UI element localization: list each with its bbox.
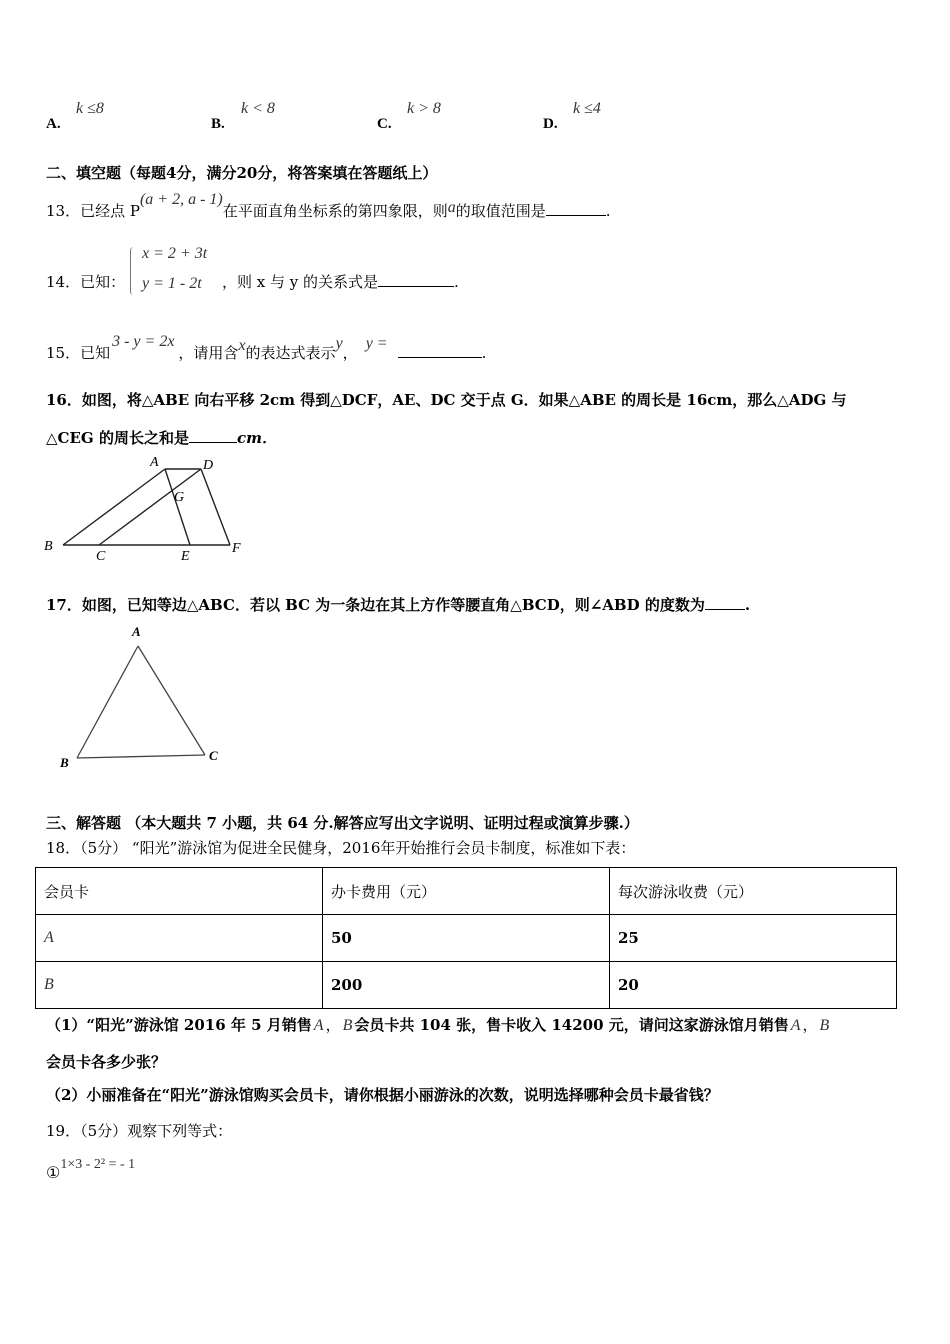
choice-d [543,100,703,136]
table-cell: 50 [323,915,610,962]
figure-q16 [40,452,260,564]
q13-end: . [605,202,611,220]
q19-eq-1 [46,1157,136,1183]
q16-line2-wrap [46,427,277,448]
q19-intro: 19．（5分）观察下列等式： [46,1122,233,1140]
q18-sep: ， [325,1016,341,1034]
q18-part1-rest: 会员卡共 104 张，售卡收入 14200 元，请问这家游泳馆月销售 [354,1016,789,1034]
table-cell: B [36,962,323,1009]
label-a: A [132,624,141,639]
q19-marker: ① [46,1163,61,1182]
q14-eq2: y = 1 - 2t [142,275,202,292]
q18-var-b2: B [819,1017,830,1034]
q15-eq: 3 - y = 2x [112,333,175,350]
answer-blank [378,272,454,287]
choice-a [46,100,206,136]
table-header: 每次游泳收费（元） [610,868,897,915]
q13-point: (a + 2, a - 1) [139,191,223,208]
q18-part1-line2: 会员卡各多少张？ [46,1053,167,1071]
q14-eq1: x = 2 + 3t [142,245,208,262]
figure-q17 [50,620,240,775]
table-row [36,962,897,1009]
answer-blank [398,343,482,358]
q14-end: . [454,273,459,291]
q16-line1: 16．如图，将△ABE 向右平移 2cm 得到△DCF，AE、DC 交于点 G．如果△ABE 的周长是 16cm，那么△ADG 与 [46,391,847,409]
table-cell: A [36,915,323,962]
q18-intro: 18．（5分） “阳光”游泳馆为促进全民健身，2016年开始推行会员卡制度，标准如下表： [46,839,636,857]
table-cell: 25 [610,915,897,962]
q18-sep2: ， [802,1016,818,1034]
choice-label: B. [211,116,225,132]
label-e: E [181,549,190,564]
table-row [36,915,897,962]
section-3-title: 三、解答题 （本大题共 7 小题，共 64 分.解答应写出文字说明、证明过程或演算步骤.） [46,814,639,832]
choice-label: D. [543,116,558,132]
q18-part2: （2）小丽准备在“阳光”游泳馆购买会员卡，请你根据小丽游泳的次数，说明选择哪种会员卡最省钱？ [46,1086,719,1104]
q15-pre: 15．已知 [46,344,111,362]
q19-equation: 1×3 - 2² = - 1 [60,1157,136,1172]
q13-mid: 在平面直角坐标系的第四象限，则 [222,202,448,220]
section-2-title: 二、填空题（每题4分，满分20分，将答案填在答题纸上） [46,164,438,182]
choice-value: k < 8 [241,100,275,117]
question-13 [46,191,611,221]
label-c: C [209,748,218,763]
q13-pre: 13．已经点 P [46,202,140,220]
table-cell: 20 [610,962,897,1009]
answer-blank [189,428,237,443]
q13-post: 的取值范围是 [455,202,546,220]
label-b: B [44,539,53,554]
label-b: B [60,755,69,770]
choice-b [211,100,371,136]
side-ab [77,646,138,758]
table-header: 办卡费用（元） [323,868,610,915]
choice-label: C. [377,116,392,132]
choice-c [377,100,537,136]
question-17 [46,594,750,615]
q18-part1-pre: （1）“阳光”游泳馆 2016 年 5 月销售 [46,1016,312,1034]
q15-end: . [481,344,487,362]
label-a: A [150,455,159,470]
membership-table [35,867,897,1009]
q14-post: ，则 x 与 y 的关系式是 [222,273,379,291]
choice-value: k ≤4 [573,100,601,117]
side-ac [138,646,205,755]
q15-sep: ， [342,344,358,362]
label-f: F [232,541,241,556]
side-bc [77,755,205,758]
q15-mid2: 的表达式表示 [245,344,336,362]
choice-value: k ≤8 [76,100,104,117]
q18-var-b: B [342,1017,353,1034]
question-15 [46,333,487,363]
table-header: 会员卡 [36,868,323,915]
q18-part1-line1 [46,1014,831,1035]
label-d: D [203,458,214,473]
q18-var-a2: A [790,1017,801,1034]
brace-icon [130,247,137,295]
table-cell: 200 [323,962,610,1009]
q18-var-a: A [313,1017,324,1034]
q17-end: . [744,596,751,614]
q15-var2: y [335,335,343,352]
label-c: C [96,549,106,564]
q13-var: a [447,199,456,216]
q16-line2: △CEG 的周长之和是 [46,429,189,447]
q16-unit: cm． [236,429,277,447]
q15-ans: y = [365,335,388,352]
q14-post-wrap [222,271,459,292]
segment-df [201,469,230,545]
answer-blank [546,201,606,216]
q14-pre: 14．已知： [46,273,126,291]
label-g: G [174,490,185,505]
choice-label: A. [46,116,61,132]
question-14 [46,243,746,303]
q17-text: 17．如图，已知等边△ABC．若以 BC 为一条边在其上方作等腰直角△BCD，则∠ABD 的度数为 [46,596,705,614]
q15-var: x [238,337,246,354]
choice-value: k > 8 [407,100,441,117]
q15-mid: ，请用含 [178,344,239,362]
answer-blank [705,595,745,610]
table-header-row [36,868,897,915]
